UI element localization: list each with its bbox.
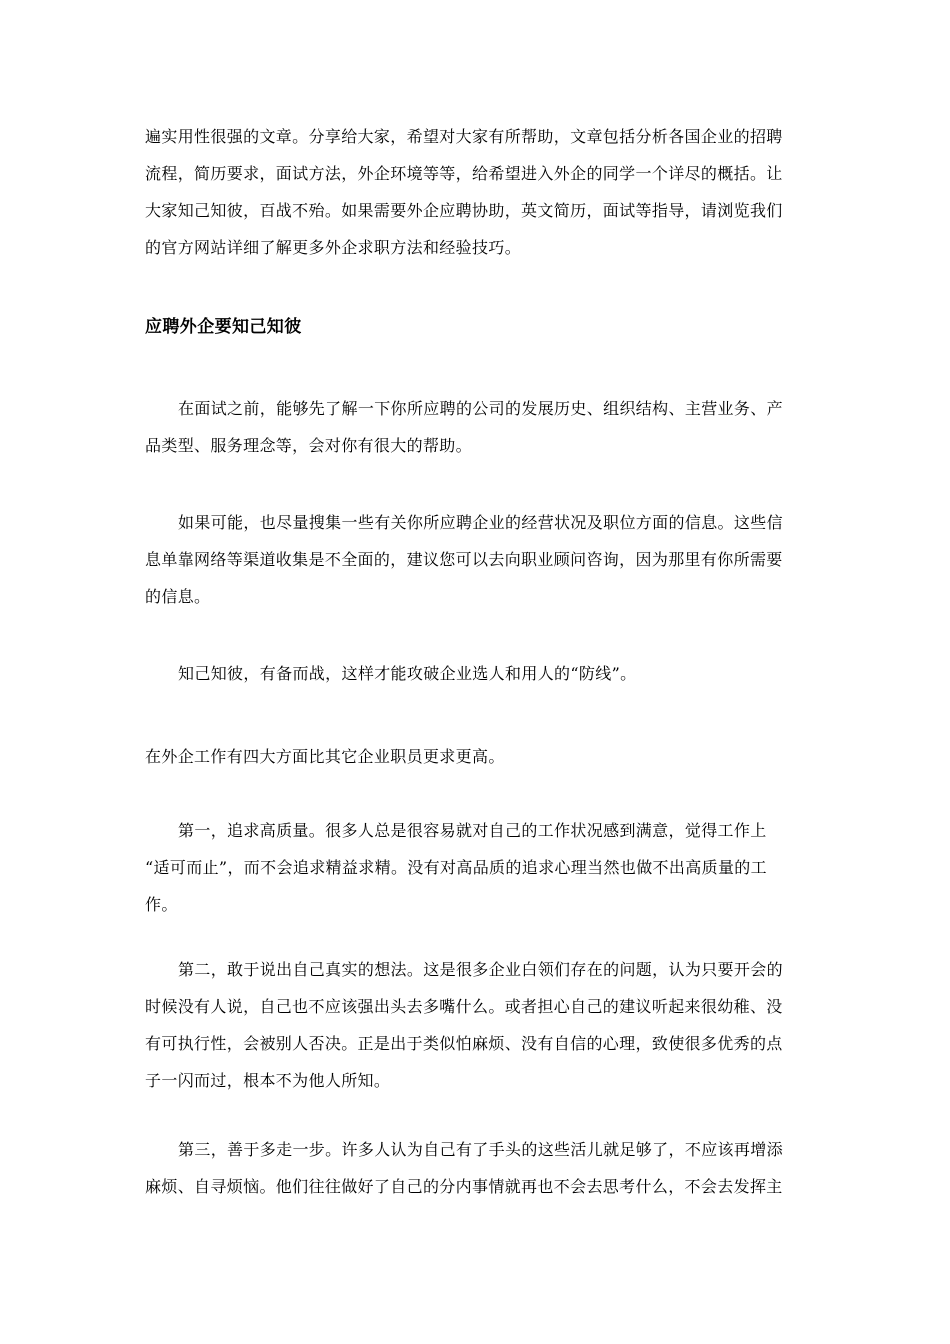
text-line: 在外企工作有四大方面比其它企业职员更求更高。: [145, 747, 505, 766]
text-line: 麻烦、自寻烦恼。他们往往做好了自己的分内事情就再也不会去思考什么，不会去发挥主: [145, 1177, 783, 1196]
text-line: 第一，追求高质量。很多人总是很容易就对自己的工作状况感到满意，觉得工作上: [178, 821, 767, 840]
text-line: 遍实用性很强的文章。分享给大家，希望对大家有所帮助，文章包括分析各国企业的招聘: [145, 127, 783, 146]
text-line: 如果可能，也尽量搜集一些有关你所应聘企业的经营状况及职位方面的信息。这些信: [178, 513, 783, 532]
text-line: 知己知彼，有备而战，这样才能攻破企业选人和用人的“防线”。: [178, 664, 637, 683]
text-line: 在面试之前，能够先了解一下你所应聘的公司的发展历史、组织结构、主营业务、产: [178, 399, 783, 418]
paragraph-point-one: [145, 812, 767, 923]
text-line: 的官方网站详细了解更多外企求职方法和经验技巧。: [145, 238, 522, 257]
text-line: 的信息。: [145, 587, 211, 606]
text-line: 大家知己知彼，百战不殆。如果需要外企应聘协助，英文简历，面试等指导，请浏览我们: [145, 201, 783, 220]
paragraph-four-aspects: [145, 738, 505, 775]
section-title: 应聘外企要知己知彼: [145, 317, 302, 337]
paragraph-company-research: [145, 390, 783, 464]
text-line: 息单靠网络等渠道收集是不全面的，建议您可以去向职业顾问咨询，因为那里有你所需要: [145, 550, 783, 569]
text-line: 第二，敢于说出自己真实的想法。这是很多企业白领们存在的问题，认为只要开会的: [178, 960, 783, 979]
paragraph-gather-info: [145, 504, 783, 615]
intro-paragraph: [145, 118, 783, 266]
text-line: 作。: [145, 895, 178, 914]
text-line: 流程，简历要求，面试方法，外企环境等等，给希望进入外企的同学一个详尽的概括。让: [145, 164, 783, 183]
paragraph-point-two: [145, 951, 783, 1099]
text-line: 第三，善于多走一步。许多人认为自己有了手头的这些活儿就足够了，不应该再增添: [178, 1140, 783, 1159]
text-line: “适可而止”，而不会追求精益求精。没有对高品质的追求心理当然也做不出高质量的工: [145, 858, 768, 877]
section-heading-block: [145, 314, 302, 340]
text-line: 子一闪而过，根本不为他人所知。: [145, 1071, 391, 1090]
paragraph-know-yourself: [145, 655, 637, 692]
text-line: 品类型、服务理念等，会对你有很大的帮助。: [145, 436, 473, 455]
paragraph-point-three: [145, 1131, 783, 1205]
text-line: 有可执行性，会被别人否决。正是出于类似怕麻烦、没有自信的心理，致使很多优秀的点: [145, 1034, 783, 1053]
text-line: 时候没有人说，自己也不应该强出头去多嘴什么。或者担心自己的建议听起来很幼稚、没: [145, 997, 783, 1016]
